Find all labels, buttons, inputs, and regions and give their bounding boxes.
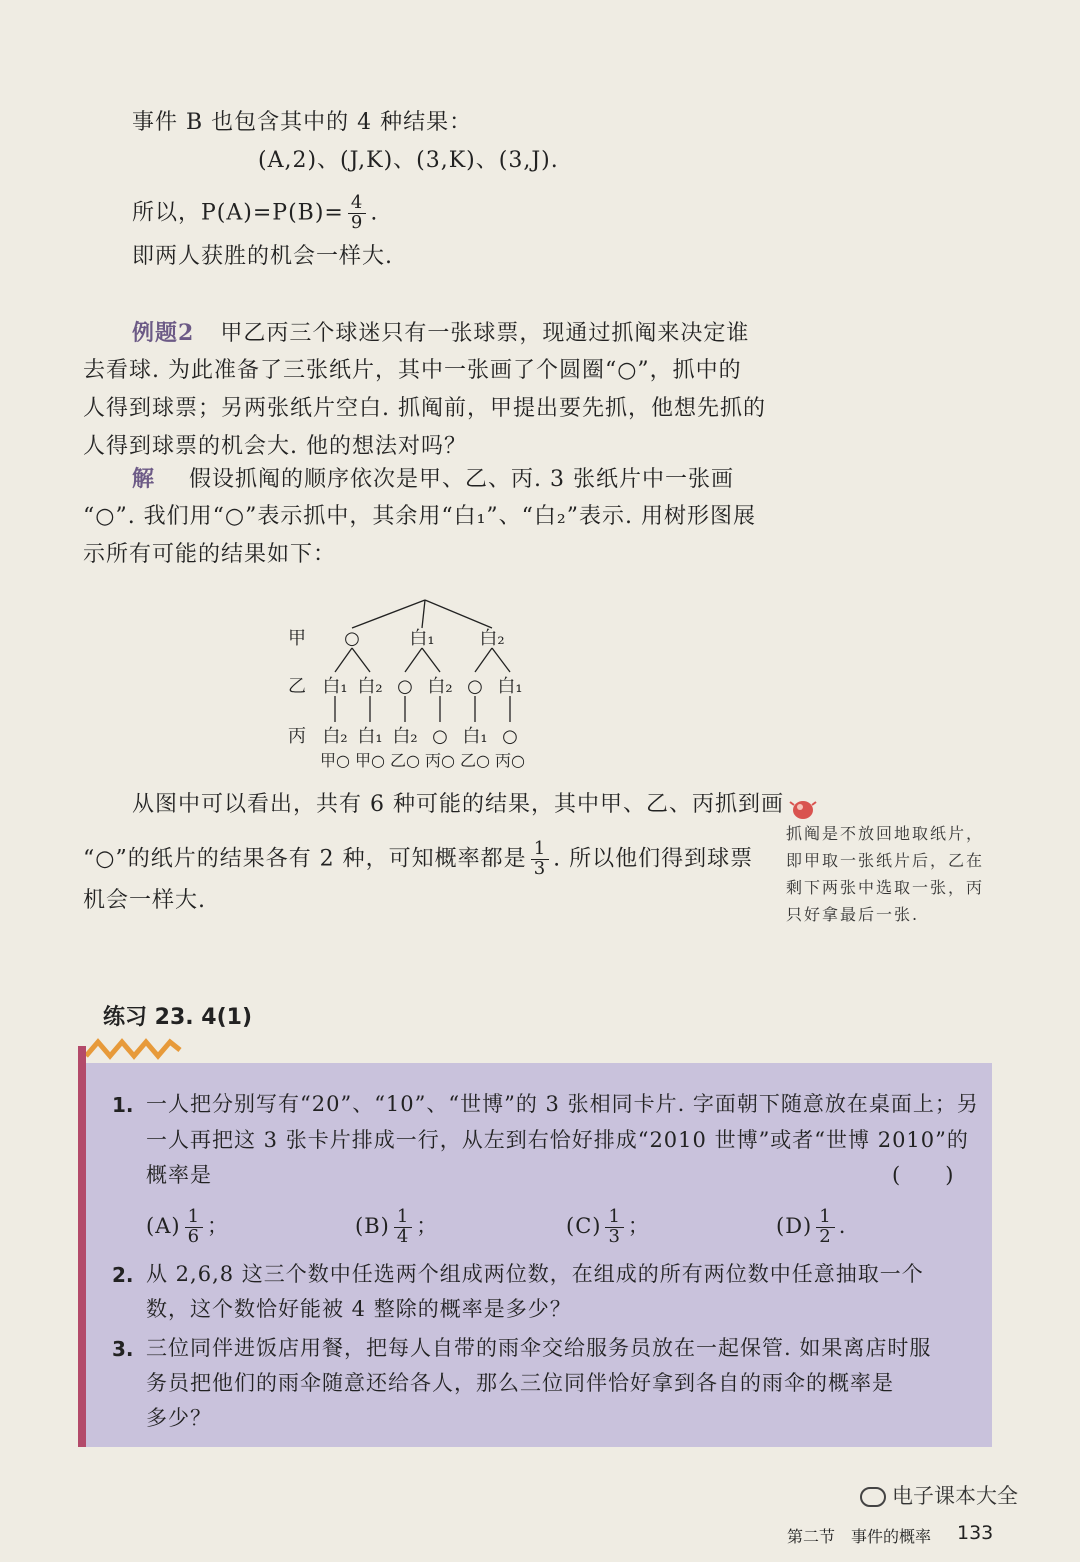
- footer-section: 第二节 事件的概率: [787, 1527, 932, 1546]
- question-1-line-3: 概率是: [146, 1163, 212, 1187]
- example-line-2: 去看球. 为此准备了三张纸片，其中一张画了个圆圈“○”，抓中的: [83, 358, 742, 383]
- answer-parentheses: ( ): [892, 1163, 955, 1187]
- example-label: 例题2: [132, 320, 195, 346]
- option-b: (B) $\frac{1}{4}$ ；: [355, 1206, 439, 1247]
- example-2: 例题2 甲乙丙三个球迷只有一张球票，现通过抓阄来决定谁: [132, 320, 750, 346]
- solution-line-3: 示所有可能的结果如下：: [83, 542, 337, 567]
- question-2-line-2: 数，这个数恰好能被 4 整除的概率是多少？: [146, 1297, 572, 1321]
- conclusion-line-1: 从图中可以看出，共有 6 种可能的结果，其中甲、乙、丙抓到画: [132, 792, 784, 817]
- question-3-line-1: 三位同伴进饭店用餐，把每人自带的雨伞交给服务员放在一起保管. 如果离店时服: [146, 1336, 932, 1360]
- question-2-number: 2.: [112, 1263, 134, 1287]
- chat-bubble-icon: [860, 1487, 886, 1507]
- tree-node-l1: 白₂: [479, 628, 505, 649]
- tree-node-l2: 白₁: [322, 676, 348, 697]
- tree-node-l3: 白₂: [392, 726, 418, 747]
- fraction-4-9: $\frac{4}{9}$: [348, 194, 366, 233]
- tree-row-label-jia: 甲: [288, 628, 306, 649]
- tree-node-l3: 白₁: [357, 726, 383, 747]
- watermark: 电子课本大全: [860, 1480, 1018, 1510]
- tree-node-l3: 白₂: [322, 726, 348, 747]
- example-line-4: 人得到球票的机会大. 他的想法对吗？: [83, 434, 467, 459]
- solution-label: 解: [132, 466, 156, 492]
- question-2-line-1: 从 2,6,8 这三个数中任选两个组成两位数，在组成的所有两位数中任意抽取一个: [146, 1262, 924, 1286]
- tree-node-l2: 白₂: [357, 676, 383, 697]
- probability-tree-diagram: [270, 590, 570, 780]
- question-1-line-1: 一人把分别写有“20”、“10”、“世博”的 3 张相同卡片. 字面朝下随意放在桌面上；另: [146, 1092, 979, 1116]
- tree-node-l3: 白₁: [462, 726, 488, 747]
- tree-node-l2: 白₁: [497, 676, 523, 697]
- solution-line-2: “○”. 我们用“○”表示抓中，其余用“白₁”、“白₂”表示. 用树形图展: [83, 504, 756, 529]
- tree-winner: 甲○: [320, 751, 350, 770]
- question-1-number: 1.: [112, 1093, 134, 1117]
- tree-node-l1: 白₁: [409, 628, 435, 649]
- option-c: (C) $\frac{1}{3}$ ；: [566, 1206, 650, 1247]
- zigzag-decoration-icon: [86, 1036, 182, 1060]
- solution: 解 假设抓阄的顺序依次是甲、乙、丙. 3 张纸片中一张画: [132, 466, 734, 492]
- tree-winner: 乙○: [460, 751, 490, 770]
- exercise-title: 练习 23. 4(1): [103, 1005, 253, 1030]
- tree-node-l3: ○: [502, 726, 518, 747]
- tree-node-l3: ○: [432, 726, 448, 747]
- fraction-1-3: $\frac{1}{3}$: [531, 840, 549, 879]
- intro-line-4: 即两人获胜的机会一样大.: [132, 244, 393, 269]
- tree-node-l2: ○: [397, 676, 413, 697]
- intro-line-2: (A,2)、(J,K)、(3,K)、(3,J).: [258, 148, 559, 173]
- tree-row-label-bing: 丙: [288, 726, 306, 747]
- tree-winner: 乙○: [390, 751, 420, 770]
- intro-line-1: 事件 B 也包含其中的 4 种结果：: [132, 110, 473, 135]
- tree-winner: 丙○: [425, 751, 455, 770]
- option-d: (D) $\frac{1}{2}$ .: [776, 1206, 847, 1247]
- tree-row-label-yi: 乙: [288, 676, 306, 697]
- tree-node-l2: 白₂: [427, 676, 453, 697]
- question-3-number: 3.: [112, 1337, 134, 1361]
- tree-winner: 丙○: [495, 751, 525, 770]
- question-1-line-2: 一人再把这 3 张卡片排成一行，从左到右恰好排成“2010 世博”或者“世博 2010”的: [146, 1128, 969, 1152]
- conclusion-line-3: 机会一样大.: [83, 888, 206, 913]
- page-number: 133: [957, 1522, 994, 1544]
- conclusion-line-2: “○”的纸片的结果各有 2 种，可知概率都是 $\frac{1}{3}$ . 所以他们得到球票: [83, 838, 754, 879]
- tree-node-l1: ○: [344, 628, 360, 649]
- lightbulb-icon: [788, 798, 818, 820]
- tree-node-l2: ○: [467, 676, 483, 697]
- exercise-accent-bar: [78, 1046, 86, 1447]
- option-a: (A) $\frac{1}{6}$ ；: [146, 1206, 230, 1247]
- question-3-line-2: 务员把他们的雨伞随意还给各人，那么三位同伴恰好拿到各自的雨伞的概率是: [146, 1371, 894, 1395]
- side-note: 抓阄是不放回地取纸片，即甲取一张纸片后，乙在剩下两张中选取一张，丙只好拿最后一张.: [786, 824, 985, 924]
- example-line-3: 人得到球票；另两张纸片空白. 抓阄前，甲提出要先抓，他想先抓的: [83, 396, 766, 421]
- question-3-line-3: 多少？: [146, 1406, 212, 1430]
- intro-line-3: 所以，P(A)=P(B)= $\frac{4}{9}$ .: [132, 192, 379, 233]
- tree-winner: 甲○: [355, 751, 385, 770]
